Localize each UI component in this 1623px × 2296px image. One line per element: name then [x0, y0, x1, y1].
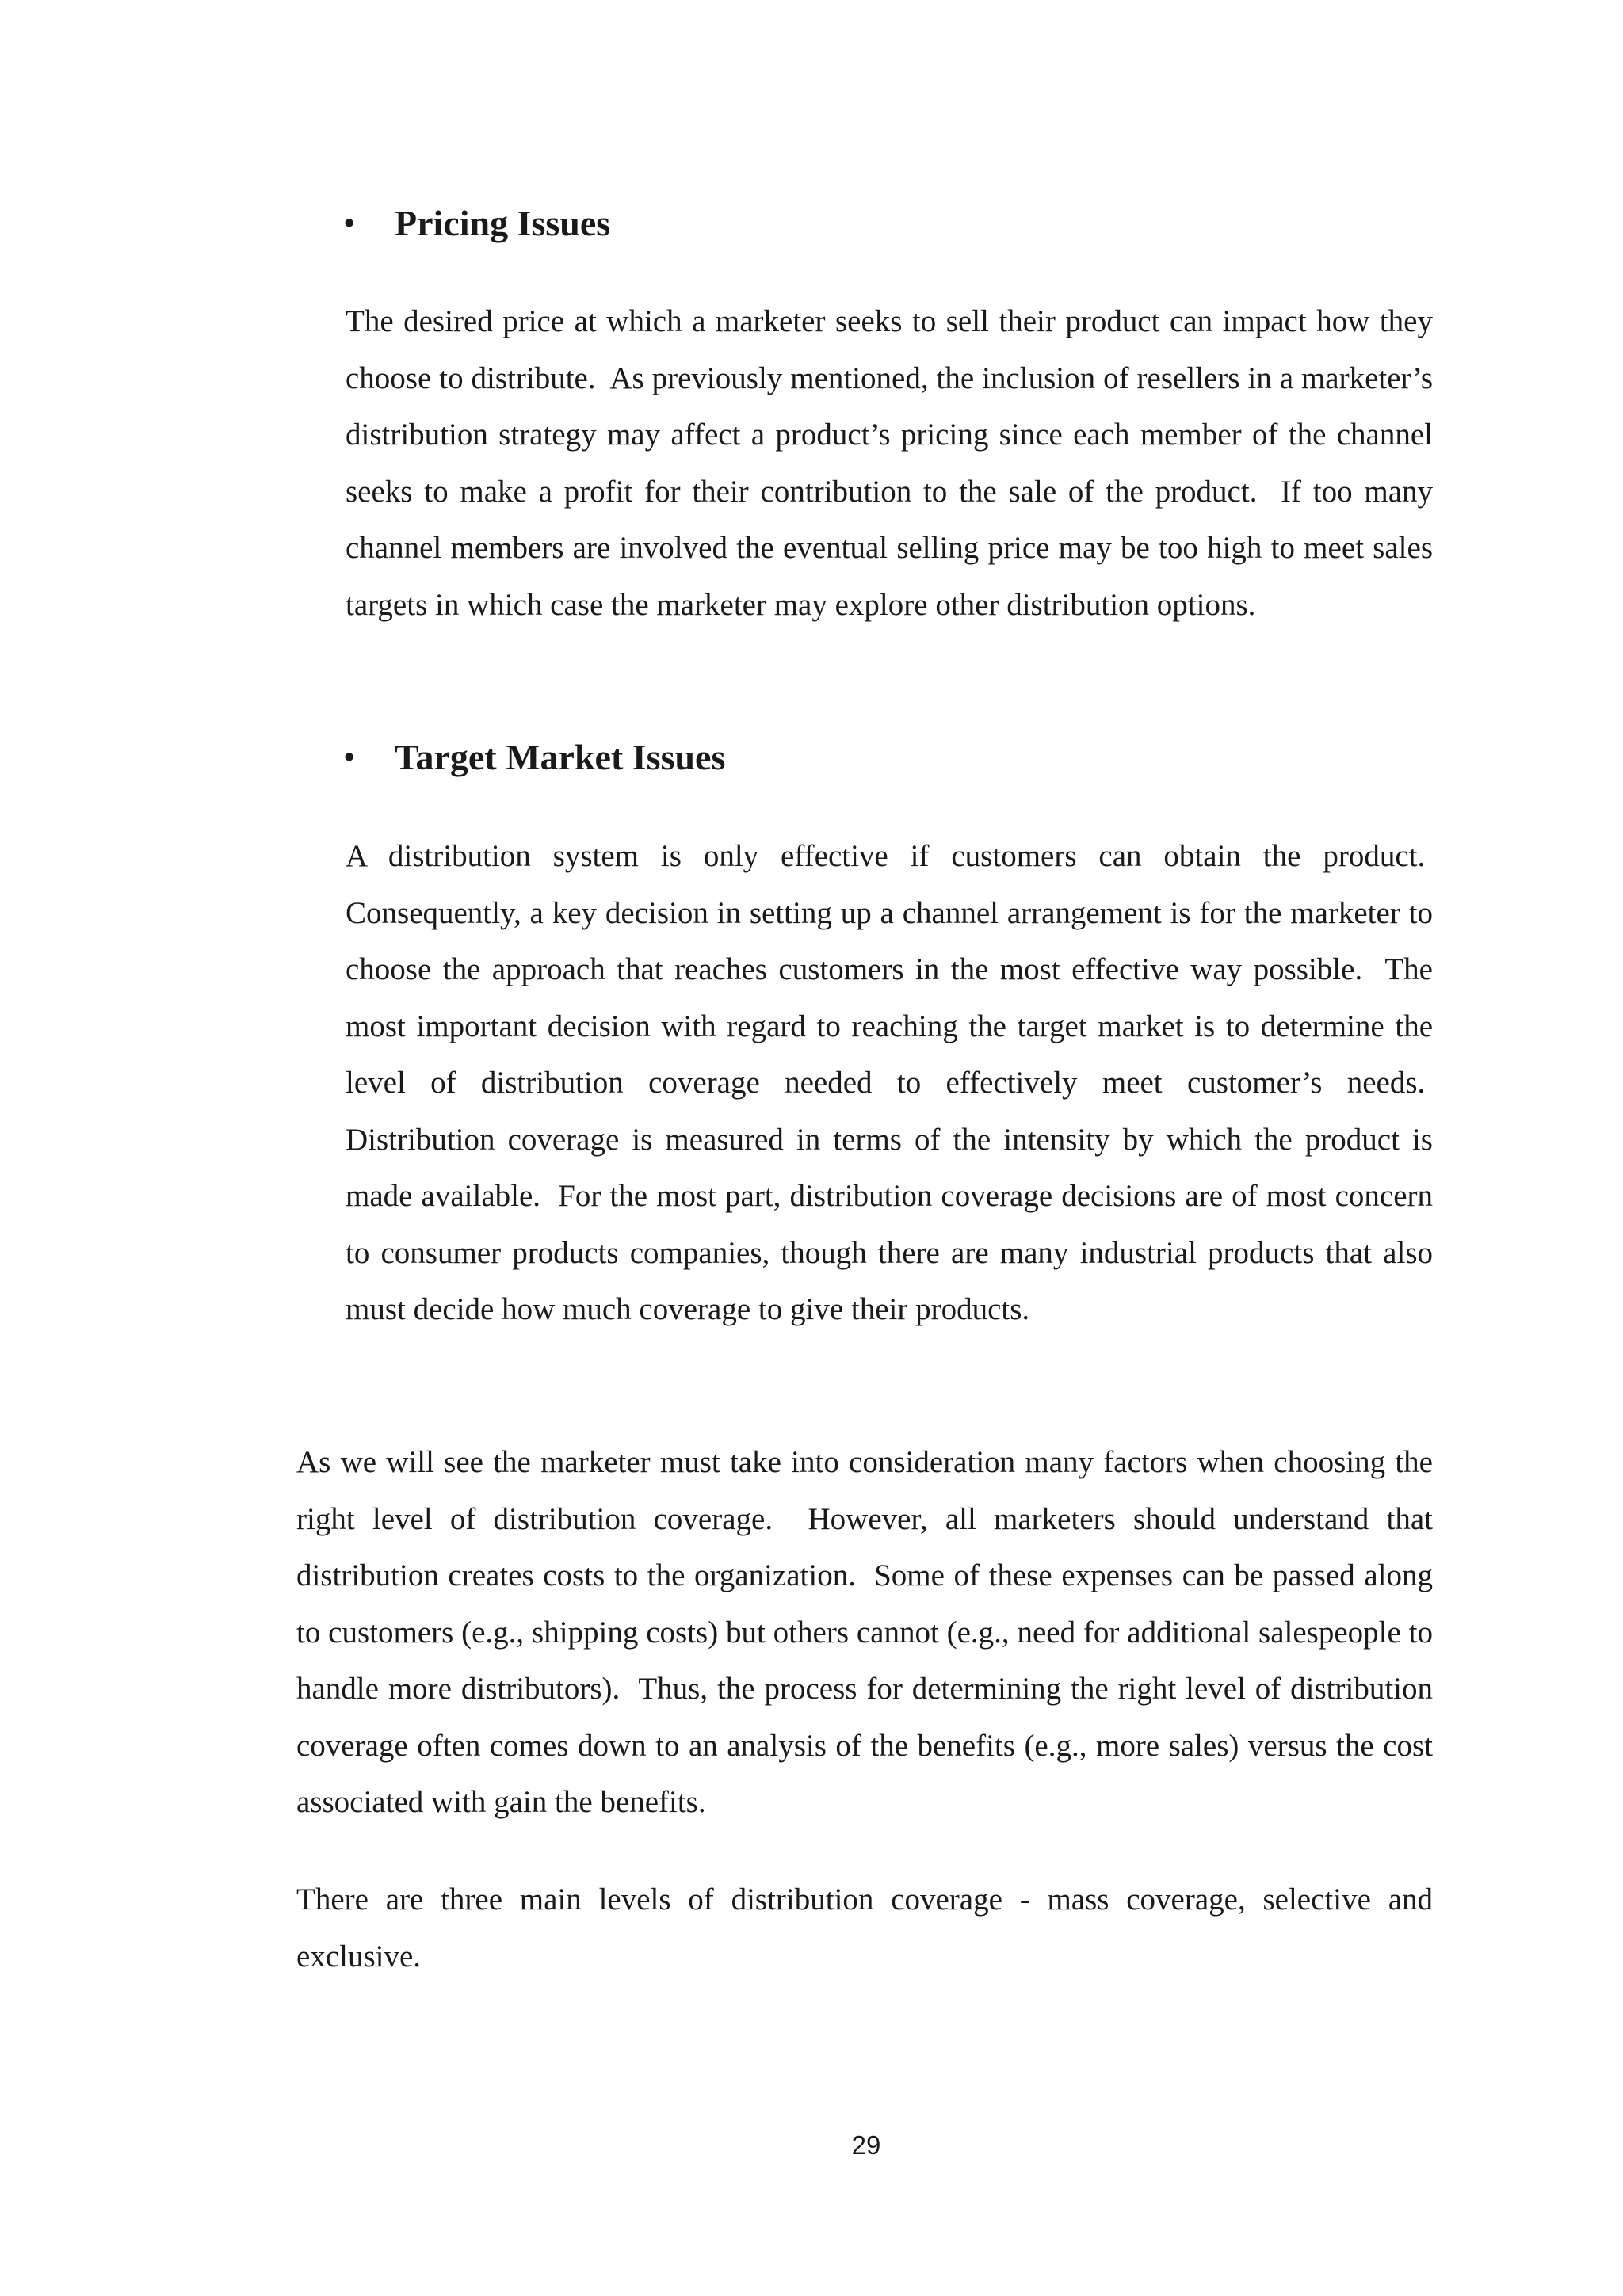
section-heading-text: Target Market Issues	[395, 737, 726, 777]
pricing-issues-paragraph: The desired price at which a marketer seeks to sell their product can impact how they choose to distribute. As previously mentioned, the inclusion of resellers in a marketer’s distribution strategy may affect a product’s pricing since each member of the channel seeks to make a profit for their contribution to the sale of the product. If too many channel members are involved the eventual selling price may be too high to meet sales targets in which case the marketer may explore other distribution options.	[346, 304, 1433, 622]
distribution-coverage-paragraph: As we will see the marketer must take into consideration many factors when choosing the right level of distribution coverage. However, all marketers should understand that distribution creates costs to the organization. Some of these expenses can be passed along to customers (e.g., shipping costs) but others cannot (e.g., need for additional salespeople to handle more distributors). Thus, the process for determining the right level of distribution coverage often comes down to an analysis of the benefits (e.g., more sales) versus the cost associated with gain the benefits.	[296, 1445, 1433, 1819]
coverage-levels-paragraph: There are three main levels of distribution coverage - mass coverage, selective and exclusive.	[296, 1882, 1433, 1974]
section-heading-text: Pricing Issues	[395, 203, 611, 243]
bullet-icon: •	[344, 207, 355, 240]
section-heading-pricing-issues	[344, 201, 610, 248]
page-number: 29	[851, 2130, 881, 2160]
target-market-issues-paragraph: A distribution system is only effective if customers can obtain the product. Consequently, a key decision in setting up a channel arrangement is for the marketer to choose the approach that reaches customers in the most effective way possible. The most important decision with regard to reaching the target market is to determine the level of distribution coverage needed to effectively meet customer’s needs. Distribution coverage is measured in terms of the intensity by which the product is made available. For the most part, distribution coverage decisions are of most concern to consumer products companies, though there are many industrial products that also must decide how much coverage to give their products.	[346, 839, 1433, 1326]
section-heading-target-market-issues	[344, 735, 725, 782]
bullet-icon: •	[344, 741, 355, 774]
